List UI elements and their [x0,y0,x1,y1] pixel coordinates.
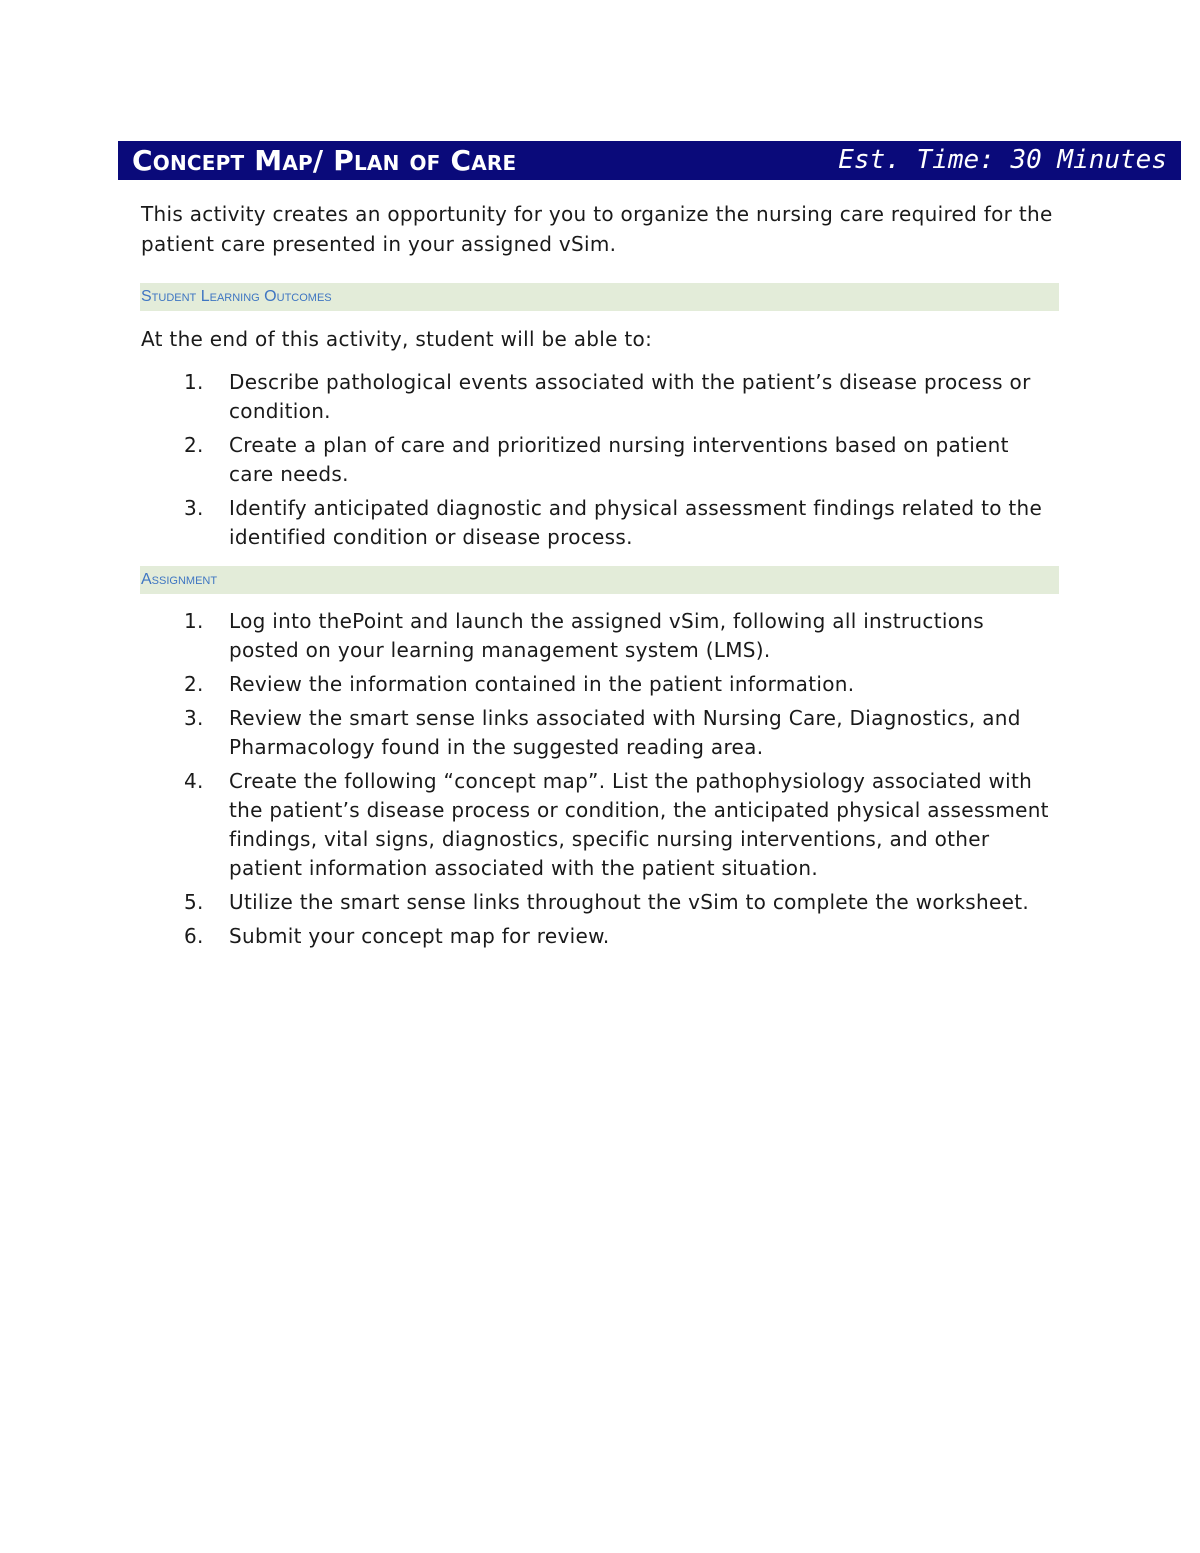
assignment-heading: Assignment [141,571,218,588]
list-item-text: Create a plan of care and prioritized nursing interventions based on patient care needs. [229,433,1009,486]
list-item-number: 4. [184,769,204,793]
list-item [0,431,1057,489]
list-item [0,670,1057,699]
list-item [0,607,1057,665]
list-item-text: Create the following “concept map”. List the pathophysiology associated with the patient’s disease process or condition, the anticipated physical assessment findings, vital signs, diagnostics, specific nursing interventions, and other patient information associated with the patient situation. [229,769,1049,880]
estimated-time: Est. Time: 30 Minutes [838,145,1167,175]
list-item-text: Review the smart sense links associated with Nursing Care, Diagnostics, and Pharmacology found in the suggested reading area. [229,706,1021,759]
list-item-number: 1. [184,370,204,394]
list-item-number: 6. [184,924,204,948]
list-item [0,767,1057,883]
title-bar [118,141,1181,180]
intro-paragraph: This activity creates an opportunity for you to organize the nursing care required for the patient care presented in your assigned vSim. [141,202,1053,256]
list-item [0,494,1057,552]
outcomes-heading: Student Learning Outcomes [141,288,332,305]
outcomes-lead: At the end of this activity, student will be able to: [141,327,653,351]
page-title: Concept Map/ Plan of Care [132,144,517,177]
list-item-text: Utilize the smart sense links throughout the vSim to complete the worksheet. [229,890,1029,914]
outcomes-section-bar [140,283,1059,311]
list-item-text: Submit your concept map for review. [229,924,610,948]
list-item-text: Identify anticipated diagnostic and physical assessment findings related to the identified condition or disease process. [229,496,1043,549]
list-item-text: Describe pathological events associated with the patient’s disease process or condition. [229,370,1031,423]
list-item-number: 2. [184,433,204,457]
assignment-section-bar [140,566,1059,594]
assignment-list [0,607,1057,956]
list-item-number: 5. [184,890,204,914]
list-item-number: 1. [184,609,204,633]
list-item [0,704,1057,762]
list-item-number: 3. [184,706,204,730]
list-item-text: Review the information contained in the patient information. [229,672,855,696]
list-item-text: Log into thePoint and launch the assigned vSim, following all instructions posted on your learning management system (LMS). [229,609,984,662]
list-item [0,922,1057,951]
list-item-number: 3. [184,496,204,520]
outcomes-list [0,368,1057,557]
list-item-number: 2. [184,672,204,696]
list-item [0,888,1057,917]
list-item [0,368,1057,426]
